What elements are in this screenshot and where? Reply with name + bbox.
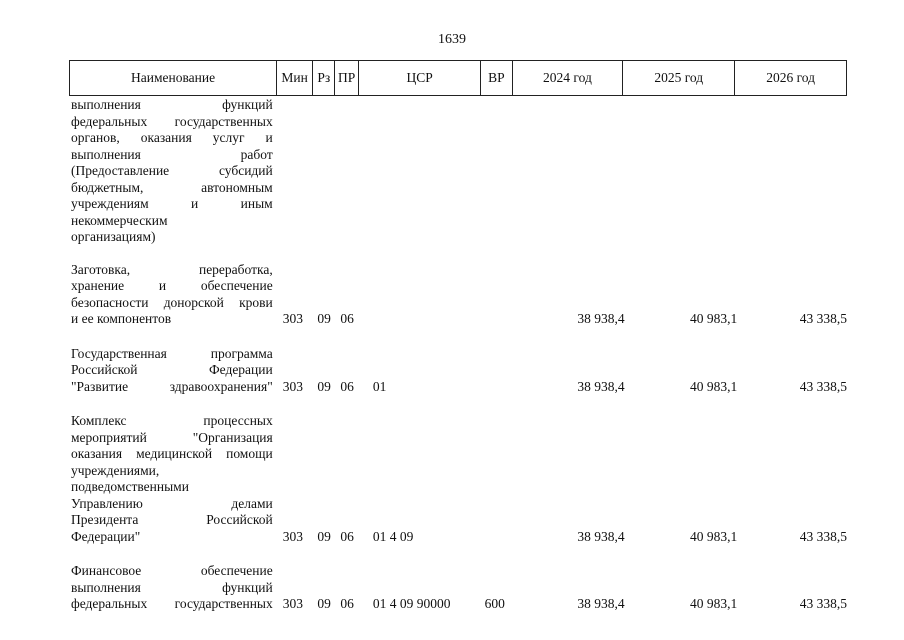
row-name-line: организациям) bbox=[71, 229, 156, 244]
row-csr: 01 bbox=[372, 378, 387, 394]
header-csr: ЦСР bbox=[358, 61, 481, 95]
header-name: Наименование bbox=[130, 70, 216, 85]
header-vr: ВР bbox=[480, 61, 511, 95]
row-name bbox=[69, 413, 273, 545]
row-name-line: (Предоставление субсидий bbox=[71, 163, 273, 178]
row-name-line: Российской Федерации bbox=[71, 362, 273, 377]
row-name-line: Государственная программа bbox=[71, 345, 273, 361]
row-name-line: федеральных государственных bbox=[71, 596, 273, 611]
row-pr: 06 bbox=[340, 596, 354, 611]
row-vr: 600 bbox=[484, 596, 505, 611]
row-name-line: Федерации" bbox=[71, 528, 141, 544]
header-rz: Рз bbox=[312, 61, 334, 95]
row-csr: 01 4 09 90000 bbox=[372, 596, 451, 611]
row-pr: 06 bbox=[340, 528, 354, 544]
header-2025: 2025 год bbox=[622, 61, 734, 95]
row-y2024: 38 938,4 bbox=[577, 596, 625, 611]
row-y2026: 43 338,5 bbox=[799, 528, 847, 544]
row-name-line: безопасности донорской крови bbox=[71, 294, 273, 310]
table-body bbox=[69, 97, 847, 631]
row-name-line: Комплекс процессных bbox=[71, 413, 273, 428]
row-name-line: учреждениям и иным bbox=[71, 196, 273, 211]
row-name-line: подведомственными bbox=[71, 479, 189, 494]
row-name-line: выполнения функций bbox=[71, 579, 273, 595]
row-name-line: Финансовое обеспечение bbox=[71, 563, 273, 578]
row-name-line: хранение и обеспечение bbox=[71, 278, 273, 293]
table-row bbox=[69, 97, 847, 246]
row-y2025: 40 983,1 bbox=[690, 311, 738, 326]
row-name-line: и ее компонентов bbox=[71, 311, 172, 326]
row-y2026: 43 338,5 bbox=[799, 378, 847, 394]
row-y2026: 43 338,5 bbox=[799, 311, 847, 326]
row-name-line: органов, оказания услуг и bbox=[71, 130, 273, 145]
row-rz: 09 bbox=[317, 378, 331, 394]
row-min: 303 bbox=[282, 528, 303, 544]
row-name-line: "Развитие здравоохранения" bbox=[71, 378, 273, 394]
header-pr: ПР bbox=[334, 61, 357, 95]
row-name-line: выполнения функций bbox=[71, 97, 273, 112]
row-pr: 06 bbox=[340, 378, 354, 394]
table-header bbox=[69, 60, 847, 96]
row-name-line: оказания медицинской помощи bbox=[71, 446, 273, 461]
row-name-line: Заготовка, переработка, bbox=[71, 261, 273, 277]
row-name-line: Управлению делами bbox=[71, 495, 273, 511]
row-y2024: 38 938,4 bbox=[577, 528, 625, 544]
table-row bbox=[69, 563, 847, 613]
row-name bbox=[69, 97, 273, 246]
row-csr: 01 4 09 bbox=[372, 528, 414, 544]
row-y2025: 40 983,1 bbox=[690, 596, 738, 611]
row-pr: 06 bbox=[340, 311, 354, 326]
row-name bbox=[69, 262, 273, 328]
page-number: 1639 bbox=[438, 32, 466, 47]
row-min: 303 bbox=[282, 311, 303, 326]
table-row bbox=[69, 413, 847, 545]
row-name bbox=[69, 346, 273, 396]
row-y2026: 43 338,5 bbox=[799, 596, 847, 611]
row-y2025: 40 983,1 bbox=[690, 378, 738, 394]
row-name-line: Президента Российской bbox=[71, 512, 273, 527]
row-min: 303 bbox=[282, 378, 303, 394]
row-name-line: федеральных государственных bbox=[71, 113, 273, 129]
header-2024: 2024 год bbox=[512, 61, 623, 95]
header-2026: 2026 год bbox=[734, 61, 846, 95]
row-y2024: 38 938,4 bbox=[577, 378, 625, 394]
table-row bbox=[69, 346, 847, 396]
row-name-line: выполнения работ bbox=[71, 146, 273, 162]
row-y2025: 40 983,1 bbox=[690, 528, 738, 544]
row-rz: 09 bbox=[317, 311, 331, 326]
row-name-line: мероприятий "Организация bbox=[71, 429, 273, 445]
table-row bbox=[69, 262, 847, 328]
row-name-line: некоммерческим bbox=[71, 212, 168, 228]
row-name bbox=[69, 563, 273, 613]
row-y2024: 38 938,4 bbox=[577, 311, 625, 326]
row-name-line: учреждениями, bbox=[71, 462, 160, 478]
row-rz: 09 bbox=[317, 528, 331, 544]
row-name-line: бюджетным, автономным bbox=[71, 179, 273, 195]
header-min: Мин bbox=[276, 61, 312, 95]
row-rz: 09 bbox=[317, 596, 331, 611]
row-min: 303 bbox=[282, 596, 303, 611]
